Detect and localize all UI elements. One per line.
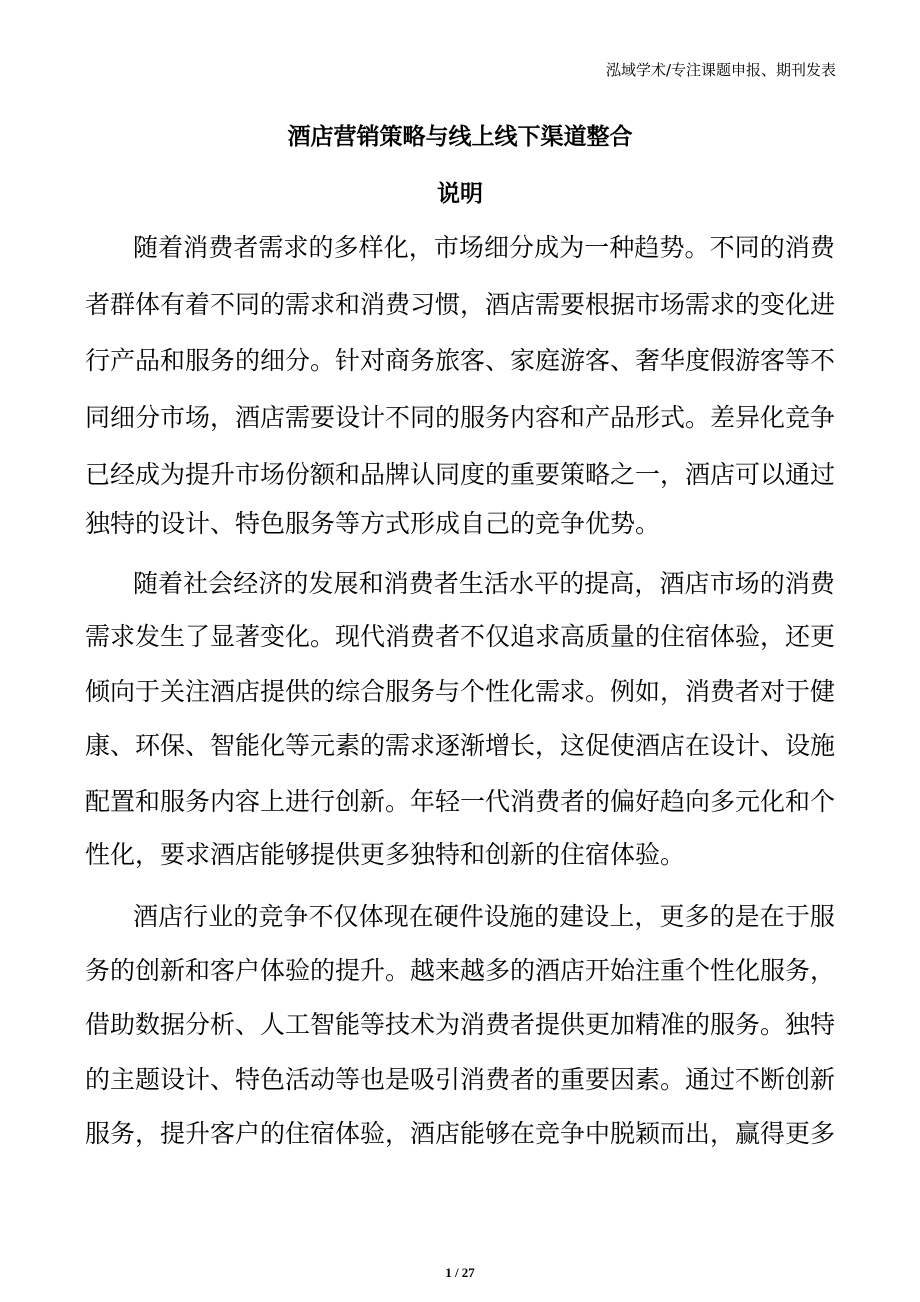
text-line: 独特的设计、特色服务等方式形成自己的竞争优势。 <box>85 509 661 538</box>
text-line: 随着消费者需求的多样化，市场细分成为一种趋势。不同的消费 <box>133 233 835 262</box>
text-line: 务的创新和客户体验的提升。越来越多的酒店开始注重个性化服务， <box>85 956 836 985</box>
text-line: 酒店行业的竞争不仅体现在硬件设施的建设上，更多的是在于服 <box>133 902 835 931</box>
text-line: 随着社会经济的发展和消费者生活水平的提高，酒店市场的消费 <box>133 569 835 598</box>
text-line: 同细分市场，酒店需要设计不同的服务内容和产品形式。差异化竞争 <box>85 403 836 432</box>
text-line: 者群体有着不同的需求和消费习惯，酒店需要根据市场需求的变化进 <box>85 290 836 319</box>
text-line: 康、环保、智能化等元素的需求逐渐增长，这促使酒店在设计、设施 <box>85 731 836 760</box>
text-line: 需求发生了显著变化。现代消费者不仅追求高质量的住宿体验，还更 <box>85 622 836 651</box>
text-line: 借助数据分析、人工智能等技术为消费者提供更加精准的服务。独特 <box>85 1010 836 1039</box>
text-line: 性化，要求酒店能够提供更多独特和创新的住宿体验。 <box>85 840 686 869</box>
text-line: 倾向于关注酒店提供的综合服务与个性化需求。例如，消费者对于健 <box>85 677 836 706</box>
document-title: 酒店营销策略与线上线下渠道整合 <box>287 124 633 150</box>
text-line: 行产品和服务的细分。针对商务旅客、家庭游客、奢华度假游客等不 <box>85 346 836 375</box>
text-line: 服务，提升客户的住宿体验，酒店能够在竞争中脱颖而出，赢得更多 <box>85 1119 836 1148</box>
text-line: 配置和服务内容上进行创新。年轻一代消费者的偏好趋向多元化和个 <box>85 787 836 816</box>
section-heading: 说明 <box>437 181 483 207</box>
text-line: 的主题设计、特色活动等也是吸引消费者的重要因素。通过不断创新 <box>85 1065 836 1094</box>
page-number: 1 / 27 <box>445 1265 475 1280</box>
header-text: 泓域学术/专注课题申报、期刊发表 <box>605 61 836 79</box>
text-line: 已经成为提升市场份额和品牌认同度的重要策略之一，酒店可以通过 <box>85 460 836 489</box>
